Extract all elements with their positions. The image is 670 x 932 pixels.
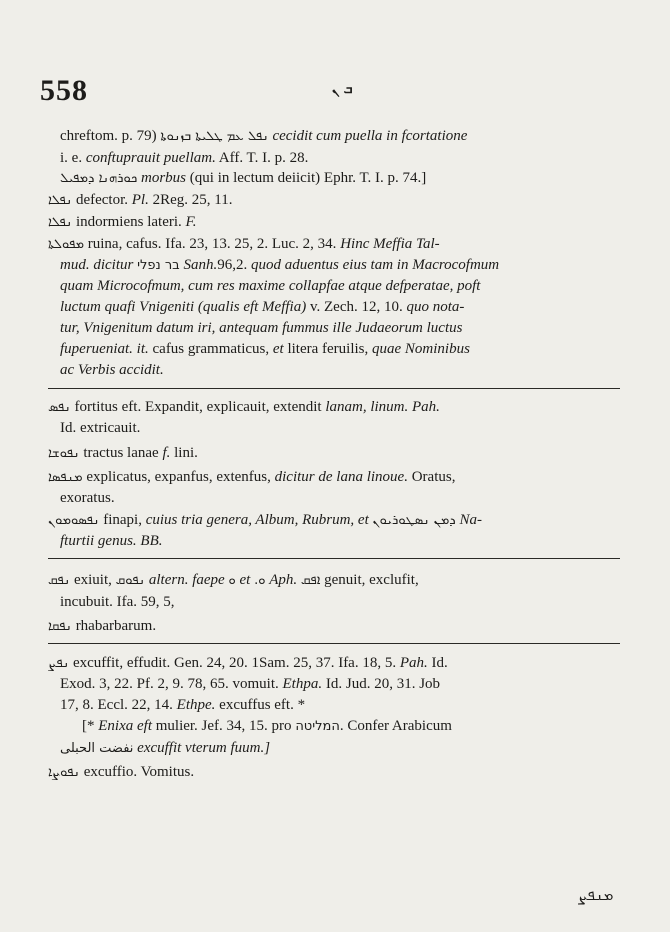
definition: incubuit. Ifa. 59, 5, [60, 594, 175, 610]
definition: Id. extricauit. [60, 420, 141, 436]
definition: rhabarbarum. [75, 618, 157, 634]
latin-note: Na- [459, 512, 482, 528]
latin-note: mud. dicitur [60, 257, 134, 273]
arabic-phrase: نفضت الحبلى [60, 741, 134, 756]
entry-line [48, 212, 197, 233]
entry-line [60, 297, 464, 317]
hebrew-word: המליטה [295, 719, 340, 734]
grammar-tag: Aph. [269, 572, 298, 588]
entry-line [60, 418, 140, 438]
entry-line [48, 510, 482, 531]
latin-note: ac Verbis accidit. [60, 362, 164, 378]
syriac-word: ܢܦܠ ܥܡ ܛܠܝܬܐ ܒܙܢܘܬܐ [160, 129, 269, 144]
definition: cafus grammaticus, [152, 341, 270, 357]
latin-note: fturtii genus. BB. [60, 533, 163, 549]
latin-note: Enixa eft [98, 718, 152, 734]
entry-line [48, 762, 194, 783]
syriac-headword: ܢܦܨ [48, 656, 70, 671]
running-head: ܒ ܢ [332, 82, 353, 97]
entry-line [60, 695, 305, 715]
latin-note: fuperueniat. it. [60, 341, 149, 357]
latin-note: et [272, 341, 284, 357]
entry-line [82, 716, 452, 737]
entry-line [48, 397, 440, 418]
latin-note: et [239, 572, 251, 588]
entry-line [60, 531, 163, 551]
entry-line [60, 360, 164, 380]
reference: 96,2. [217, 257, 248, 273]
reference: 2Reg. 25, 11. [152, 192, 233, 208]
entry-line [48, 467, 455, 488]
definition: exiuit, [73, 572, 112, 588]
grammar-tag: Pah. [399, 655, 428, 671]
syriac-headword: ܢܦܠܐ [48, 215, 73, 230]
definition: lini. [174, 445, 198, 461]
latin-note: lanam, linum. [325, 399, 409, 415]
text: chreftom. p. 79) [60, 128, 157, 144]
definition: explicatus, expanfus, extenfus, [86, 469, 271, 485]
definition: indormiens lateri. [75, 214, 182, 230]
latin-note: dicitur de lana linoue. [274, 469, 408, 485]
syriac-headword: ܢܦܘܫܐ [48, 446, 80, 461]
definition: . Confer Arabicum [339, 718, 452, 734]
entry-line [60, 276, 480, 296]
definition: ruina, cafus. Ifa. 23, 13. 25, 2. Luc. 2, 34. [87, 236, 337, 252]
definition: fortitus eft. Expandit, explicauit, extendit [74, 399, 322, 415]
entry-line [48, 443, 198, 464]
syriac-headword: ܢܦܣ [48, 400, 71, 415]
latin-note: altern. faepe [148, 572, 225, 588]
grammar-tag: Pl. [131, 192, 149, 208]
entry-line [60, 148, 308, 168]
entry-line [60, 318, 462, 338]
entry-line [60, 592, 175, 612]
syriac-word: ܟܘܪܗܢܐ ܕܡܦܝܠ [60, 171, 138, 186]
reference: (qui in lectum deiicit) Ephr. T. I. p. 74.] [189, 170, 427, 186]
definition: excuffus eft. * [219, 697, 306, 713]
latin-note: excuffit vterum fuum.] [137, 740, 271, 756]
definition: Id. Jud. 20, 31. Job [325, 676, 441, 692]
syriac-word: ܐܦܩ [300, 573, 321, 588]
definition: Exod. 3, 22. Pf. 2, 9. 78, 65. vomuit. [60, 676, 279, 692]
latin-gloss: morbus [141, 170, 187, 186]
latin-note: tur, Vnigenitum datum iri, antequam fummus ille Judaeorum luctus [60, 320, 463, 336]
latin-note: quam Microcofmum, cum res maxime collapfae atque defperatae, poft [60, 278, 481, 294]
entry-line [48, 234, 440, 255]
page-header [40, 74, 640, 114]
section-divider [48, 558, 620, 559]
note-marker: [* [82, 718, 95, 734]
latin-note: quo nota- [406, 299, 465, 315]
page-number: 558 [40, 74, 88, 107]
definition: mulier. Jef. 34, 15. pro [155, 718, 292, 734]
latin-gloss: conftuprauit puellam. [85, 150, 216, 166]
latin-note: quod aduentus eius tam in Macrocofmum [250, 257, 500, 273]
definition: genuit, exclufit, [324, 572, 419, 588]
syriac-letter: ܘ. [254, 573, 266, 588]
entry-line [48, 570, 419, 591]
definition: defector. [75, 192, 129, 208]
reference: v. Zech. 12, 10. [309, 299, 403, 315]
entry-line [60, 126, 467, 147]
syriac-headword: ܢܦܩܐ [48, 619, 72, 634]
text: i. e. [60, 150, 83, 166]
syriac-headword: ܡܢܦܣܐ [48, 470, 83, 485]
grammar-tag: Ethpe. [176, 697, 216, 713]
syriac-letter: ܘ [228, 573, 236, 588]
syriac-headword: ܢܦܩ [48, 573, 71, 588]
definition: excuffit, effudit. Gen. 24, 20. 1Sam. 25, 37. Ifa. 18, 5. [72, 655, 397, 671]
entry-line [60, 738, 270, 759]
definition: exoratus. [60, 490, 115, 506]
entry-line [60, 168, 426, 189]
reference: Aff. T. I. p. 28. [218, 150, 309, 166]
latin-note: cuius tria genera, Album, Rubrum, et [145, 512, 369, 528]
syriac-headword: ܢܦܠܐ [48, 193, 73, 208]
catchword: ܡܢܦܨ [578, 886, 614, 904]
syriac-word: ܕܡܢ ܢܣܛܘܪܝܘܢ [372, 513, 456, 528]
definition: tractus lanae [83, 445, 159, 461]
grammar-tag: f. [162, 445, 171, 461]
syriac-headword: ܡܦܘܠܬܐ [48, 237, 84, 252]
definition: Oratus, [411, 469, 456, 485]
entry-line [48, 190, 232, 211]
reference: 17, 8. Eccl. 22, 14. [60, 697, 173, 713]
entry-line [48, 653, 448, 674]
syriac-word: ܢܦܘܩ [115, 573, 146, 588]
section-divider [48, 643, 620, 644]
definition: finapi, [103, 512, 142, 528]
section-divider [48, 388, 620, 389]
source-tag: F. [185, 214, 197, 230]
definition: excuffio. Vomitus. [83, 764, 195, 780]
entry-line [60, 339, 470, 359]
definition: litera feruilis, [287, 341, 369, 357]
latin-note: quae Nominibus [372, 341, 470, 357]
grammar-tag: Pah. [412, 399, 440, 415]
hebrew-word: בר נפלי [137, 258, 180, 273]
syriac-headword: ܢܦܘܨܐ [48, 765, 80, 780]
latin-gloss: cecidit cum puella in fcortatione [272, 128, 468, 144]
syriac-headword: ܢܦܣܘܡܘܢ [48, 513, 100, 528]
definition: Id. [431, 655, 448, 671]
entry-line [60, 488, 115, 508]
latin-note: Hinc Meffia Tal- [340, 236, 440, 252]
entry-line [48, 616, 156, 637]
entry-line [60, 674, 440, 694]
latin-note: Sanh. [183, 257, 218, 273]
grammar-tag: Ethpa. [282, 676, 323, 692]
latin-note: luctum quafi Vnigeniti (qualis eft Meffia) [60, 299, 307, 315]
entry-line [60, 255, 499, 276]
